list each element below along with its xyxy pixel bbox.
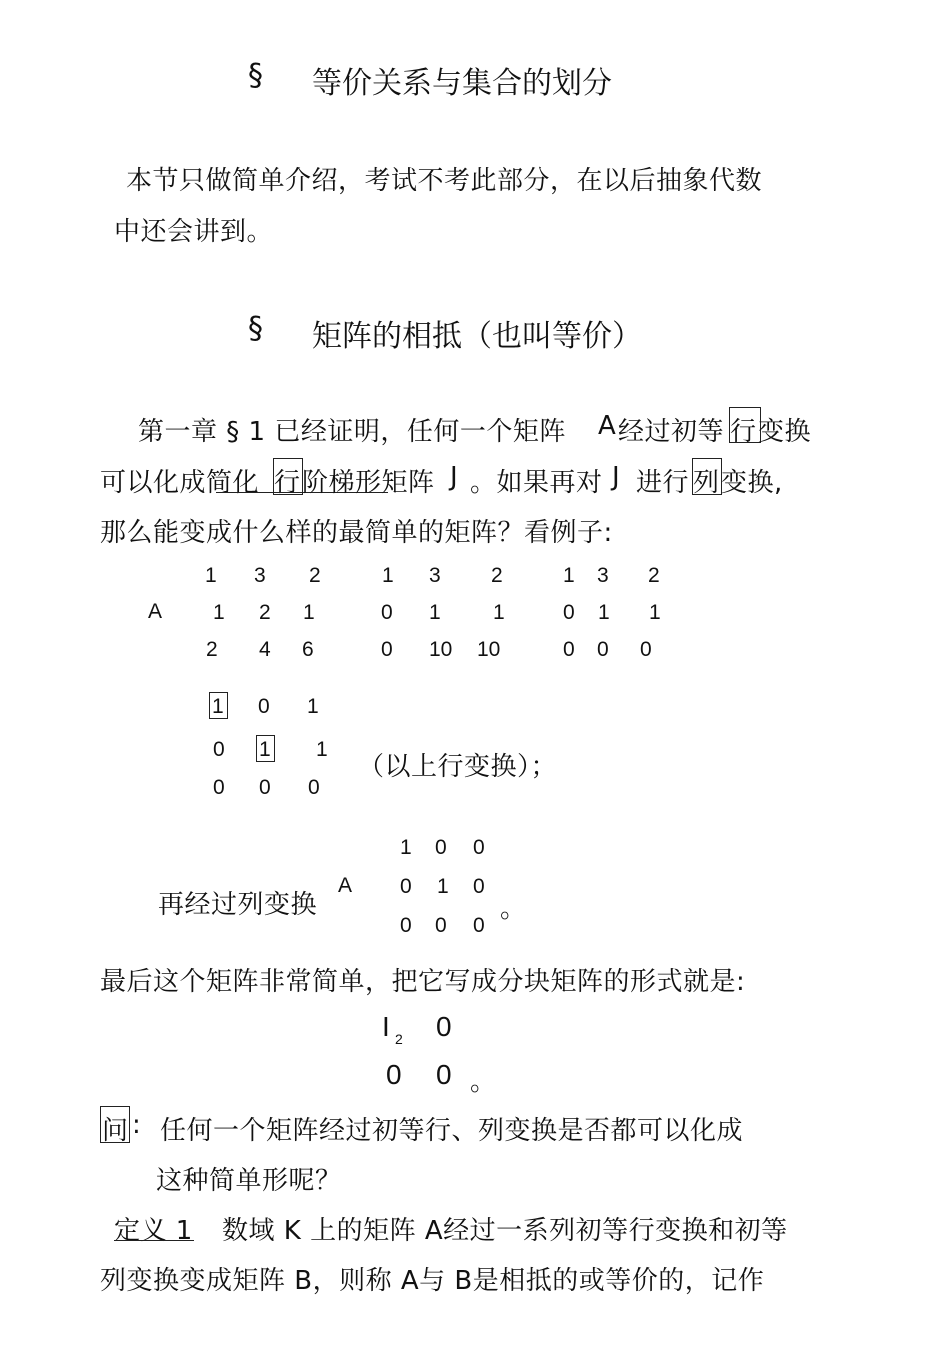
identity-symbol: I bbox=[382, 1011, 390, 1042]
matrix-cell: 3 bbox=[597, 564, 609, 587]
text-run: 。如果再对 bbox=[470, 468, 603, 498]
text-run: 那么能变成什么样的最简单的矩阵？看例子: bbox=[100, 518, 613, 548]
text-run: A bbox=[598, 411, 617, 441]
text-run: J bbox=[450, 462, 459, 492]
matrix-cell: 0 bbox=[436, 1059, 452, 1090]
matrix-cell: 10 bbox=[429, 638, 453, 661]
matrix-cell: 0 bbox=[400, 914, 412, 937]
matrix-cell: 2 bbox=[491, 564, 503, 587]
matrix-cell: 0 bbox=[640, 638, 652, 661]
matrix-cell: 1 bbox=[400, 836, 412, 859]
definition-line-1: 数域 K 上的矩阵 A经过一系列初等行变换和初等 bbox=[222, 1216, 788, 1246]
section-mark: § bbox=[248, 311, 263, 346]
highlight-box bbox=[273, 458, 303, 495]
text-run: 阶梯形矩阵 bbox=[302, 468, 435, 498]
matrix-cell: 0 bbox=[597, 638, 609, 661]
matrix-cell: 0 bbox=[381, 601, 393, 624]
underline bbox=[114, 1240, 194, 1241]
definition-line-2: 列变换变成矩阵 B，则称 A与 B是相抵的或等价的，记作 bbox=[100, 1266, 765, 1296]
matrix-cell: 0 bbox=[435, 836, 447, 859]
boxed-term: 行 bbox=[274, 468, 301, 498]
matrix-cell: 0 bbox=[258, 695, 270, 718]
text-run: J bbox=[612, 462, 621, 492]
matrix-cell: 0 bbox=[563, 638, 575, 661]
text-run: 经过初等 bbox=[618, 417, 725, 447]
pivot-cell: 1 bbox=[212, 695, 224, 718]
boxed-term: 列 bbox=[693, 468, 720, 498]
matrix-cell: 0 bbox=[308, 776, 320, 799]
matrix-cell: 3 bbox=[429, 564, 441, 587]
matrix-cell: 2 bbox=[648, 564, 660, 587]
matrix-cell: 1 bbox=[429, 601, 441, 624]
matrix-cell: 0 bbox=[563, 601, 575, 624]
paragraph: 最后这个矩阵非常简单，把它写成分块矩阵的形式就是: bbox=[100, 967, 746, 997]
matrix-cell: 1 bbox=[563, 564, 575, 587]
matrix-cell: 10 bbox=[477, 638, 501, 661]
step-label: 再经过列变换 bbox=[158, 890, 318, 920]
text-run: 进行 bbox=[636, 468, 690, 498]
text-run: 变换, bbox=[721, 468, 783, 498]
text-run: 第一章 § 1 已经证明，任何一个矩阵 bbox=[138, 417, 566, 447]
highlight-box bbox=[729, 407, 761, 443]
boxed-term: 行 bbox=[730, 417, 757, 447]
identity-subscript: 2 bbox=[395, 1031, 403, 1047]
text-run: 变换 bbox=[758, 417, 812, 447]
matrix-cell: 2 bbox=[309, 564, 321, 587]
matrix-cell: 1 bbox=[316, 738, 328, 761]
matrix-cell: 6 bbox=[302, 638, 314, 661]
question-line-1: 任何一个矩阵经过初等行、列变换是否都可以化成 bbox=[160, 1116, 744, 1146]
matrix-cell: 1 bbox=[649, 601, 661, 624]
matrix-cell: 0 bbox=[473, 875, 485, 898]
pivot-box bbox=[209, 692, 228, 719]
matrix-cell: 1 bbox=[382, 564, 394, 587]
pivot-box bbox=[256, 735, 275, 762]
matrix-cell: 0 bbox=[435, 914, 447, 937]
definition-label: 定义 1 bbox=[114, 1216, 193, 1246]
matrix-cell: 1 bbox=[493, 601, 505, 624]
period: 。 bbox=[500, 894, 527, 924]
matrix-cell: 2 bbox=[206, 638, 218, 661]
highlight-box bbox=[692, 458, 722, 495]
text-run: 可以化成简化 bbox=[100, 468, 260, 498]
section-mark: § bbox=[248, 58, 263, 93]
matrix-cell: 3 bbox=[254, 564, 266, 587]
matrix-cell: 1 bbox=[213, 601, 225, 624]
colon: : bbox=[132, 1110, 142, 1140]
section-title: 矩阵的相抵（也叫等价） bbox=[312, 319, 642, 354]
matrix-cell: 0 bbox=[386, 1059, 402, 1090]
intro-line-1: 本节只做简单介绍，考试不考此部分，在以后抽象代数 bbox=[126, 166, 763, 196]
matrix-cell: 0 bbox=[436, 1011, 452, 1042]
matrix-cell: 1 bbox=[437, 875, 449, 898]
matrix-cell: 4 bbox=[259, 638, 271, 661]
highlight-box bbox=[100, 1106, 130, 1143]
question-mark-label: 问 bbox=[102, 1116, 129, 1146]
matrix-cell: 0 bbox=[473, 914, 485, 937]
matrix-cell: 2 bbox=[259, 601, 271, 624]
matrix-label: A bbox=[338, 874, 353, 897]
matrix-cell: 1 bbox=[598, 601, 610, 624]
matrix-cell: 0 bbox=[213, 738, 225, 761]
row-transform-note: （以上行变换）； bbox=[358, 752, 558, 782]
matrix-cell: 0 bbox=[213, 776, 225, 799]
matrix-cell: 0 bbox=[259, 776, 271, 799]
matrix-cell: 1 bbox=[303, 601, 315, 624]
question-line-2: 这种简单形呢？ bbox=[156, 1166, 342, 1196]
matrix-cell: 0 bbox=[473, 836, 485, 859]
section-title: 等价关系与集合的划分 bbox=[312, 66, 612, 101]
matrix-cell: 0 bbox=[400, 875, 412, 898]
pivot-cell: 1 bbox=[259, 738, 271, 761]
intro-line-2: 中还会讲到。 bbox=[114, 217, 274, 247]
period: 。 bbox=[470, 1067, 497, 1097]
matrix-cell: 1 bbox=[307, 695, 319, 718]
matrix-label: A bbox=[148, 600, 163, 623]
matrix-cell: 0 bbox=[381, 638, 393, 661]
matrix-cell: 1 bbox=[205, 564, 217, 587]
